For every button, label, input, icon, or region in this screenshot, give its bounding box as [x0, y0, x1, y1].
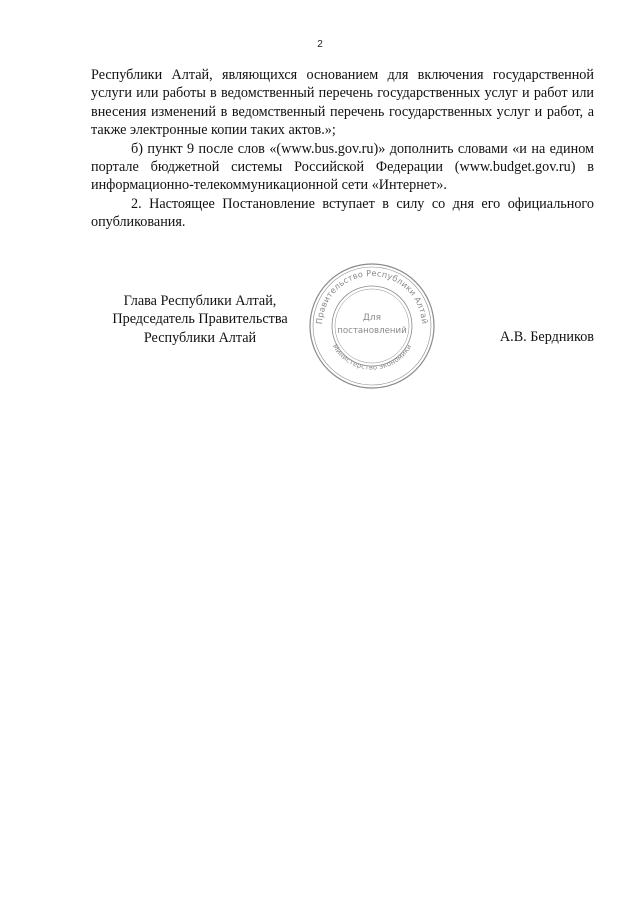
page-number: 2 — [317, 39, 323, 50]
signatory-title-line: Глава Республики Алтай, — [123, 293, 277, 309]
signatory-title-line: Республики Алтай — [143, 329, 257, 346]
seal-ring-text: Правительство Республики Алтай — [313, 267, 431, 325]
signatory-title-line: Председатель Правительства — [112, 311, 288, 328]
official-seal — [308, 262, 436, 390]
seal-lower-text: Министерство экономики — [330, 342, 414, 372]
paragraph-item-b: б) пункт 9 после слов «(www.bus.gov.ru)» дополнить словами «и на едином портале бюджетной системы Российской Федерации (www.budget.gov.ru) в информационно-телекоммуникационной сети «Интернет». — [91, 140, 594, 194]
document-body — [91, 66, 594, 232]
signatory-name: А.В. Бердников — [499, 329, 594, 345]
seal-inner-text-2: постановлений — [337, 326, 407, 336]
svg-text:Министерство экономики — [331, 343, 414, 372]
paragraph-effective-date: 2. Настоящее Постановление вступает в силу со дня его официального опубликования. — [91, 195, 594, 231]
signatory-title — [100, 292, 300, 347]
paragraph-continuation: Республики Алтай, являющихся основанием для включения государственной услуги или работы в ведомственный перечень государственных услуг и работ или внесения изменений в ведомственный перечень государственных услуг и работ, а также электронные копии таких актов.»; — [91, 67, 594, 139]
seal-inner-text-1: Для — [362, 313, 382, 323]
